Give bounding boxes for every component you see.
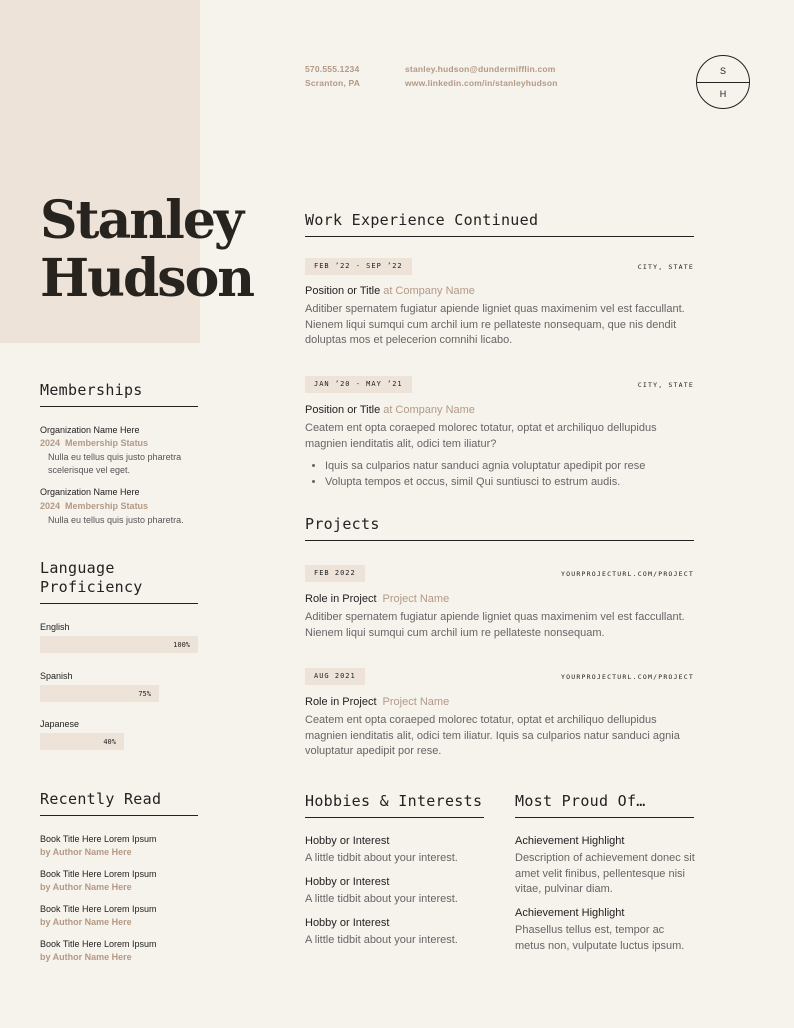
job-bullet: • Iquis sa culparios natur sanduci agnia voluptatur apedipit por rese bbox=[325, 459, 717, 475]
language-level: 40% bbox=[103, 738, 116, 746]
achievement-name: Achievement Highlight bbox=[515, 835, 625, 847]
achievement-name: Achievement Highlight bbox=[515, 907, 625, 919]
membership-status-line bbox=[40, 500, 148, 513]
project-description: Ceatem ent opta coraeped molorec totatur, optat et archiliquo dellupidus magnien ienditatis alit, odici tem iliatur. Iquis sa culparios natur sanduci agnia voluptatur apedipit por rese. bbox=[305, 714, 680, 757]
job-company: at Company Name bbox=[383, 404, 475, 416]
hobby-desc: A little tidbit about your interest. bbox=[305, 852, 458, 864]
languages-title-line1: Language bbox=[40, 559, 115, 577]
project-name: Project Name bbox=[382, 593, 450, 605]
memberships-title: Memberships bbox=[40, 381, 143, 399]
job-title: Position or Title bbox=[305, 404, 381, 416]
monogram-bottom: H bbox=[719, 89, 727, 99]
email[interactable]: stanley.hudson@dundermifflin.com bbox=[405, 64, 556, 74]
reading-title: Recently Read bbox=[40, 790, 162, 808]
languages-title-line2: Proficiency bbox=[40, 578, 143, 596]
projects-title: Projects bbox=[305, 515, 380, 533]
project-name: Project Name bbox=[382, 696, 450, 708]
book-title: Book Title Here Lorem Ipsum bbox=[40, 904, 157, 914]
book-title: Book Title Here Lorem Ipsum bbox=[40, 834, 157, 844]
monogram-divider bbox=[697, 82, 749, 83]
project-url[interactable]: YOURPROJECTURL.COM/PROJECT bbox=[561, 673, 694, 681]
project-role: Role in Project bbox=[305, 696, 377, 708]
monogram bbox=[696, 55, 750, 109]
language-name: Spanish bbox=[40, 671, 73, 681]
project-role: Role in Project bbox=[305, 593, 377, 605]
language-name: English bbox=[40, 622, 70, 632]
work-rule bbox=[305, 236, 694, 237]
achievement-desc: Phasellus tellus est, tempor ac metus non, vulputate luctus ipsum. bbox=[515, 924, 685, 952]
hobby-name: Hobby or Interest bbox=[305, 876, 390, 888]
last-name: Hudson bbox=[40, 248, 254, 309]
job-dates: JAN ’20 - MAY ’21 bbox=[305, 376, 412, 393]
book-title: Book Title Here Lorem Ipsum bbox=[40, 939, 157, 949]
job-title: Position or Title bbox=[305, 285, 381, 297]
phone: 570.555.1234 bbox=[305, 64, 360, 74]
job-position bbox=[305, 404, 475, 416]
project-role-line bbox=[305, 696, 449, 708]
contact-right bbox=[405, 62, 558, 90]
job-bullet: • Volupta tempos et occus, simil Qui suntiusci to estrum audis. bbox=[325, 475, 717, 491]
proud-title: Most Proud Of… bbox=[515, 792, 646, 810]
job-company: at Company Name bbox=[383, 285, 475, 297]
hobby-desc: A little tidbit about your interest. bbox=[305, 893, 458, 905]
membership-org: Organization Name Here bbox=[40, 487, 140, 497]
languages-title bbox=[40, 559, 143, 597]
membership-year: 2024 bbox=[40, 501, 61, 511]
job-bullets bbox=[305, 459, 717, 490]
job-description: Ceatem ent opta coraeped molorec totatur, optat et archiliquo dellupidus magnien ienditatis alit, odici tem iliatur? bbox=[305, 422, 657, 450]
first-name: Stanley bbox=[40, 190, 243, 251]
hobby-name: Hobby or Interest bbox=[305, 917, 390, 929]
book-author: by Author Name Here bbox=[40, 847, 132, 857]
book-author: by Author Name Here bbox=[40, 917, 132, 927]
languages-rule bbox=[40, 603, 198, 604]
job-description: Aditiber spernatem fugiatur apiende ligniet quas maximenim vel est faccullant. Nienem liqui sumqui cum archil ium re pellateste nonsequam, que nis dendit doluptas mos et pelecerion comnihi licabo. bbox=[305, 303, 685, 346]
language-bar bbox=[40, 636, 198, 653]
book-author: by Author Name Here bbox=[40, 952, 132, 962]
book-title: Book Title Here Lorem Ipsum bbox=[40, 869, 157, 879]
achievement-desc: Description of achievement donec sit amet velit finibus, pellentesque nisi vitae, pulvinar diam. bbox=[515, 852, 695, 895]
language-bar bbox=[40, 733, 124, 750]
hobby-desc: A little tidbit about your interest. bbox=[305, 934, 458, 946]
membership-status: Membership Status bbox=[65, 438, 149, 448]
hobbies-title: Hobbies & Interests bbox=[305, 792, 483, 810]
job-dates: FEB ’22 - SEP ’22 bbox=[305, 258, 412, 275]
linkedin[interactable]: www.linkedin.com/in/stanleyhudson bbox=[405, 78, 558, 88]
project-description: Aditiber spernatem fugiatur apiende ligniet quas maximenim vel est faccullant. Nienem liqui sumqui cum archil ium re pellateste nonsequam. bbox=[305, 611, 685, 639]
project-date: AUG 2021 bbox=[305, 668, 365, 685]
projects-rule bbox=[305, 540, 694, 541]
language-level: 75% bbox=[138, 690, 151, 698]
location: Scranton, PA bbox=[305, 78, 361, 88]
monogram-top: S bbox=[719, 66, 726, 76]
job-location: CITY, STATE bbox=[637, 381, 694, 389]
reading-rule bbox=[40, 815, 198, 816]
job-location: CITY, STATE bbox=[637, 263, 694, 271]
membership-year: 2024 bbox=[40, 438, 61, 448]
language-level: 100% bbox=[173, 641, 190, 649]
memberships-rule bbox=[40, 406, 198, 407]
hobby-name: Hobby or Interest bbox=[305, 835, 390, 847]
membership-desc: Nulla eu tellus quis justo pharetra. bbox=[48, 515, 184, 525]
hobbies-rule bbox=[305, 817, 484, 818]
membership-org: Organization Name Here bbox=[40, 425, 140, 435]
work-title: Work Experience Continued bbox=[305, 211, 539, 229]
membership-status: Membership Status bbox=[65, 501, 149, 511]
proud-rule bbox=[515, 817, 694, 818]
project-date: FEB 2022 bbox=[305, 565, 365, 582]
membership-desc: Nulla eu tellus quis justo pharetra scelerisque vel eget. bbox=[48, 452, 182, 475]
contact-left bbox=[305, 62, 360, 90]
project-role-line bbox=[305, 593, 449, 605]
book-author: by Author Name Here bbox=[40, 882, 132, 892]
language-name: Japanese bbox=[40, 719, 80, 729]
language-bar bbox=[40, 685, 159, 702]
job-position bbox=[305, 285, 475, 297]
full-name bbox=[40, 192, 253, 308]
membership-status-line bbox=[40, 437, 148, 450]
project-url[interactable]: YOURPROJECTURL.COM/PROJECT bbox=[561, 570, 694, 578]
